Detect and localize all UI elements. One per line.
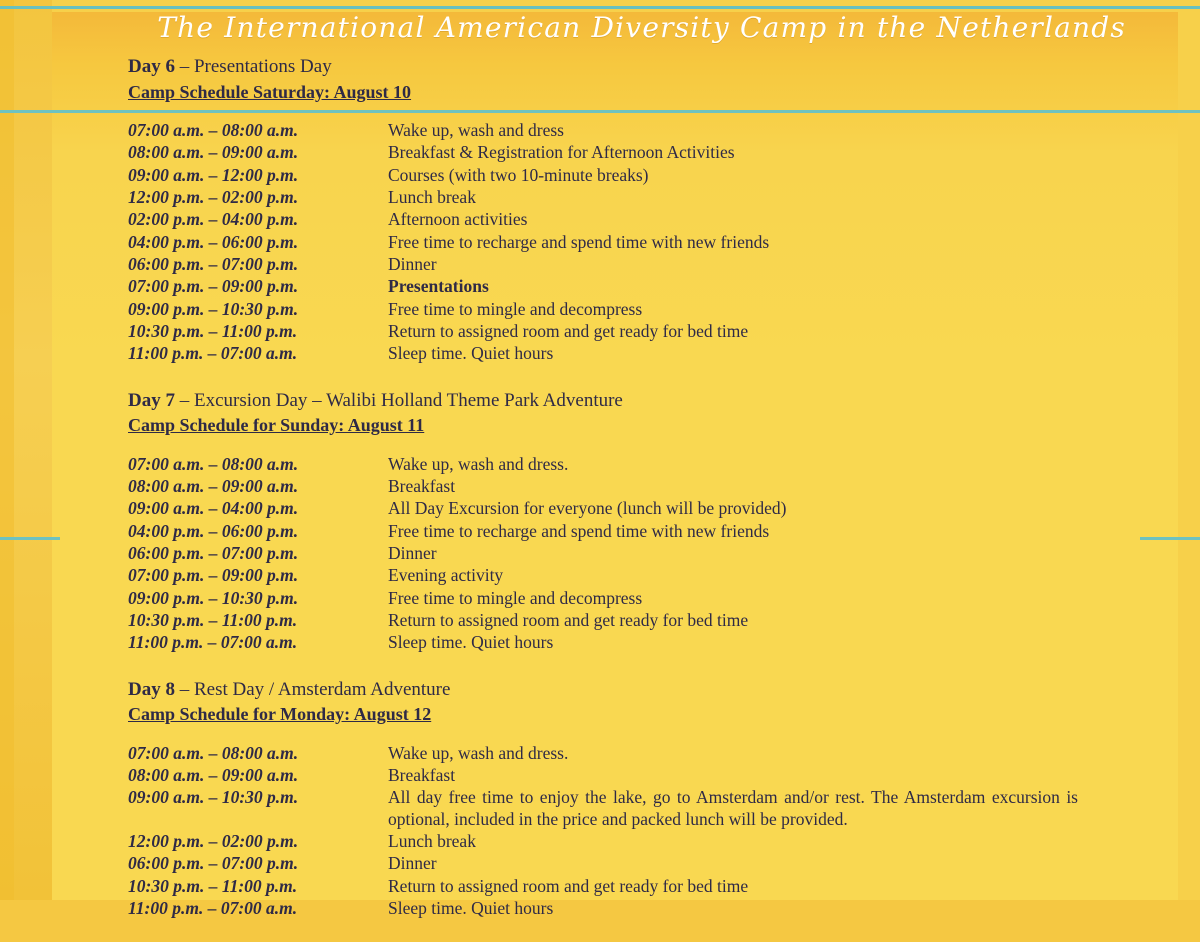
schedule-table [128,454,1078,655]
day-label: Day 7 [128,389,175,411]
time-cell: 10:30 p.m. – 11:00 p.m. [128,875,298,896]
table-row [128,632,1078,654]
time-cell: 09:00 p.m. – 10:30 p.m. [128,298,299,319]
time-cell: 02:00 p.m. – 04:00 p.m. [128,209,299,230]
table-row [128,765,1078,787]
day-heading [128,54,1200,80]
schedule-heading: Camp Schedule for Monday: August 12 [128,704,432,725]
time-cell: 04:00 p.m. – 06:00 p.m. [128,231,299,252]
time-cell: 08:00 a.m. – 09:00 a.m. [128,765,299,786]
activity-cell: Breakfast & Registration for Afternoon Activities [388,142,735,163]
table-row [128,165,1078,187]
activity-cell: Afternoon activities [388,209,528,230]
schedule-table [128,743,1078,921]
table-row [128,521,1078,543]
time-cell: 09:00 a.m. – 12:00 p.m. [128,164,299,185]
time-cell: 07:00 a.m. – 08:00 a.m. [128,119,299,140]
page-title: The International American Diversity Camp in the Netherlands [157,10,1126,44]
table-row [128,343,1078,365]
day-section [0,677,1200,942]
time-cell: 12:00 p.m. – 02:00 p.m. [128,186,299,207]
activity-cell: Lunch break [388,831,476,852]
time-cell: 07:00 a.m. – 08:00 a.m. [128,453,299,474]
day-heading [128,677,1200,703]
activity-cell: Dinner [388,543,437,564]
time-cell: 06:00 p.m. – 07:00 p.m. [128,254,299,274]
activity-cell: Sleep time. Quiet hours [388,343,554,364]
title-bar [52,0,1148,54]
table-row [128,565,1078,587]
schedule-body [0,54,1200,919]
table-row [128,898,1078,920]
activity-cell: Dinner [388,254,437,274]
day-title: – Rest Day / Amsterdam Adventure [174,678,451,700]
activity-cell: Free time to recharge and spend time with new friends [388,520,770,541]
time-cell: 06:00 p.m. – 07:00 p.m. [128,853,299,874]
time-cell: 11:00 p.m. – 07:00 a.m. [128,898,298,919]
table-row [128,120,1078,142]
time-cell: 10:30 p.m. – 11:00 p.m. [128,321,298,342]
time-cell: 09:00 a.m. – 04:00 p.m. [128,498,299,519]
activity-cell: Sleep time. Quiet hours [388,632,554,653]
activity-cell: Dinner [388,853,437,874]
section-spacer [0,366,1200,388]
table-row [128,209,1078,231]
time-cell: 11:00 p.m. – 07:00 a.m. [128,632,298,653]
activity-cell: All Day Excursion for everyone (lunch will be provided) [388,498,787,519]
table-row [128,876,1078,898]
time-cell: 09:00 a.m. – 10:30 p.m. [128,787,299,808]
table-row [128,276,1078,298]
activity-cell: Return to assigned room and get ready for bed time [388,875,749,896]
table-row [128,232,1078,254]
day-label: Day 8 [128,678,175,700]
time-cell: 11:00 p.m. – 07:00 a.m. [128,343,298,364]
sections-container [0,54,1200,942]
table-row [128,321,1078,343]
schedule-table [128,120,1078,366]
table-row [128,853,1078,875]
activity-cell: Wake up, wash and dress. [388,742,569,763]
table-row [128,743,1078,765]
time-cell: 07:00 a.m. – 08:00 a.m. [128,742,299,763]
activity-cell: Evening activity [388,565,504,586]
day-heading [128,388,1200,414]
time-cell: 04:00 p.m. – 06:00 p.m. [128,520,299,541]
section-spacer [0,655,1200,677]
activity-cell: Free time to mingle and decompress [388,587,643,608]
table-row [128,588,1078,610]
section-spacer [0,920,1200,942]
activity-cell: Breakfast [388,476,456,496]
activity-cell: Lunch break [388,186,476,207]
activity-cell: Wake up, wash and dress [388,119,564,140]
schedule-heading: Camp Schedule Saturday: August 10 [128,81,412,102]
time-cell: 09:00 p.m. – 10:30 p.m. [128,587,299,608]
table-row [128,454,1078,476]
day-section [0,54,1200,388]
table-row [128,299,1078,321]
time-cell: 06:00 p.m. – 07:00 p.m. [128,543,299,564]
day-title: – Excursion Day – Walibi Holland Theme Park Adventure [174,389,623,411]
schedule-heading: Camp Schedule for Sunday: August 11 [128,415,425,436]
table-row [128,787,1078,831]
table-row [128,254,1078,276]
activity-cell: Free time to recharge and spend time with new friends [388,231,770,252]
activity-cell: Breakfast [388,765,456,786]
activity-cell: Presentations [388,276,489,297]
day-section [0,388,1200,677]
table-row [128,831,1078,853]
activity-cell: Wake up, wash and dress. [388,453,569,474]
activity-cell: Return to assigned room and get ready for bed time [388,321,749,342]
table-row [128,142,1078,164]
activity-cell: All day free time to enjoy the lake, go to Amsterdam and/or rest. The Amsterdam excursion is optional, included in the price and packed lunch will be provided. [388,787,1078,829]
table-row [128,476,1078,498]
time-cell: 12:00 p.m. – 02:00 p.m. [128,831,299,852]
time-cell: 08:00 a.m. – 09:00 a.m. [128,476,299,496]
activity-cell: Sleep time. Quiet hours [388,898,554,919]
day-label: Day 6 [128,56,175,77]
time-cell: 07:00 p.m. – 09:00 p.m. [128,565,299,586]
table-row [128,610,1078,632]
table-row [128,187,1078,209]
table-row [128,498,1078,520]
table-row [128,543,1078,565]
activity-cell: Return to assigned room and get ready for bed time [388,610,749,631]
activity-cell: Courses (with two 10-minute breaks) [388,164,649,185]
day-title: – Presentations Day [174,56,332,77]
time-cell: 10:30 p.m. – 11:00 p.m. [128,610,298,631]
time-cell: 07:00 p.m. – 09:00 p.m. [128,276,299,297]
activity-cell: Free time to mingle and decompress [388,298,643,319]
time-cell: 08:00 a.m. – 09:00 a.m. [128,142,299,163]
